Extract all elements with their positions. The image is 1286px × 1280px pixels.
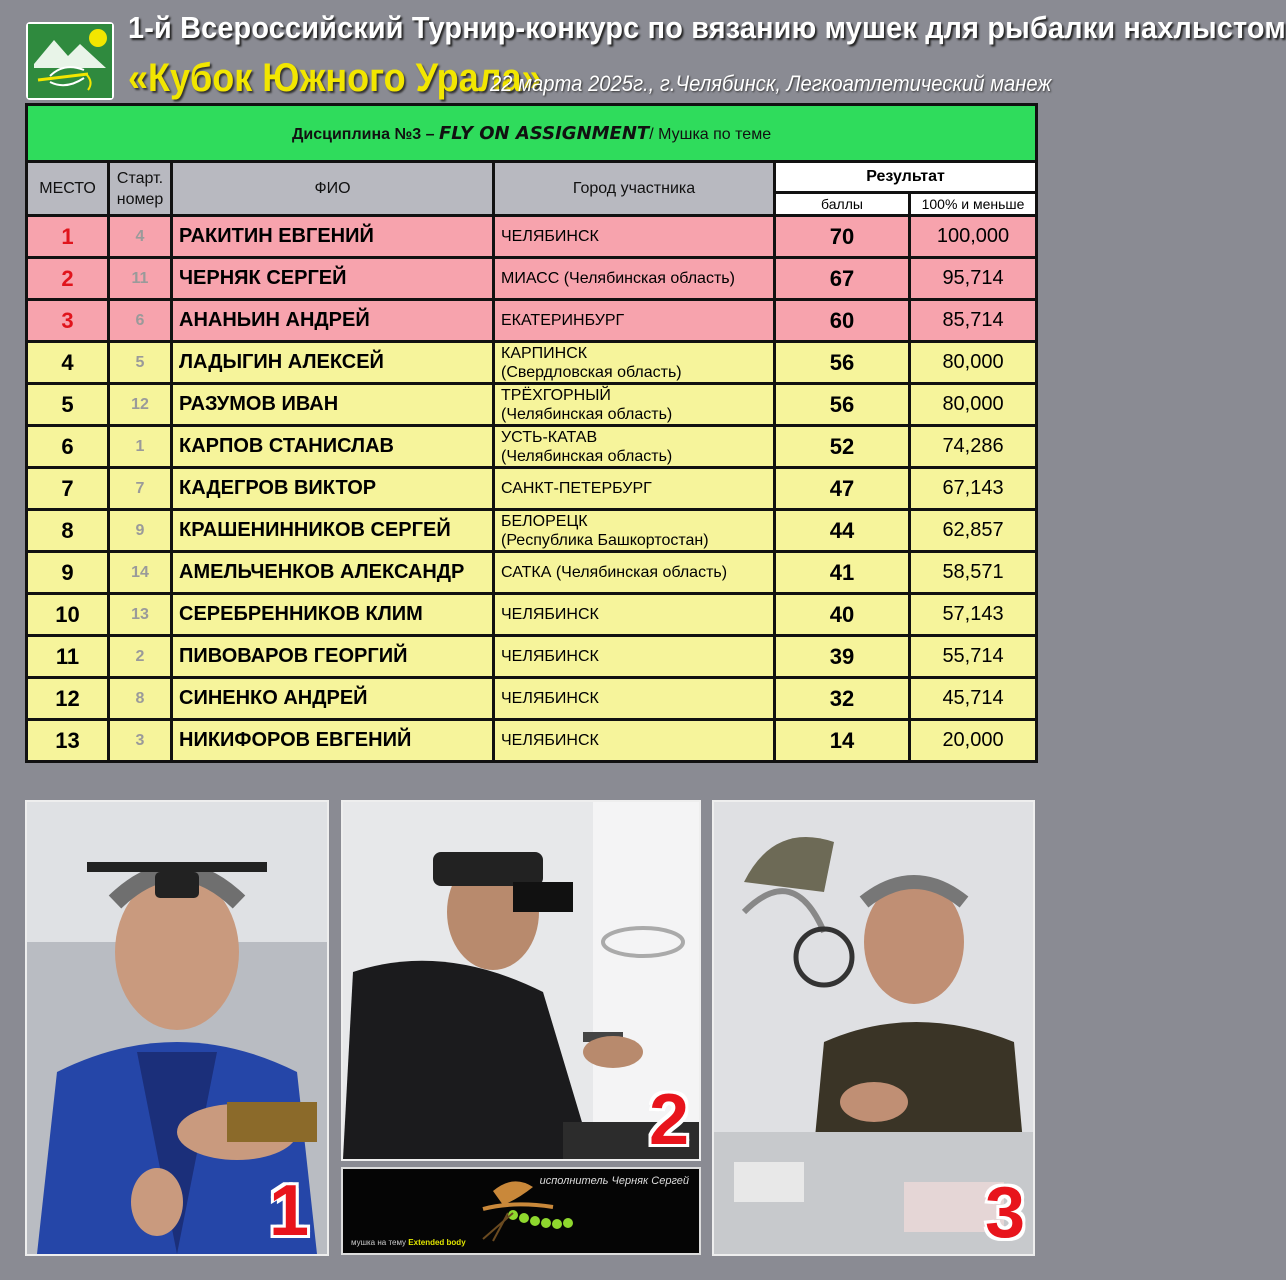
city-cell bbox=[494, 468, 775, 510]
photo-1-badge: 1 bbox=[268, 1171, 309, 1251]
photo-2-badge: 2 bbox=[648, 1080, 689, 1160]
city-cell bbox=[494, 426, 775, 468]
city-line: ЧЕЛЯБИНСК bbox=[501, 606, 599, 623]
city-line: ЧЕЛЯБИНСК bbox=[501, 648, 599, 665]
start-number-cell: 5 bbox=[109, 342, 172, 384]
table-row bbox=[27, 426, 1037, 468]
col-header-city: Город участника bbox=[494, 162, 775, 216]
table-row bbox=[27, 510, 1037, 552]
score-cell: 67 bbox=[775, 258, 910, 300]
city-cell bbox=[494, 384, 775, 426]
percent-cell: 80,000 bbox=[910, 342, 1037, 384]
discipline-name: FLY ON ASSIGNMENT bbox=[438, 122, 650, 144]
place-cell: 10 bbox=[27, 594, 109, 636]
start-number-cell: 11 bbox=[109, 258, 172, 300]
participant-name-cell: КРАШЕНИННИКОВ СЕРГЕЙ bbox=[172, 510, 494, 552]
logo-fly-icon bbox=[28, 24, 112, 98]
table-row bbox=[27, 342, 1037, 384]
city-region-line: (Республика Башкортостан) bbox=[501, 531, 709, 549]
score-cell: 56 bbox=[775, 342, 910, 384]
place-cell: 11 bbox=[27, 636, 109, 678]
city-line: ЧЕЛЯБИНСК bbox=[501, 228, 599, 245]
city-line: МИАСС (Челябинская область) bbox=[501, 270, 735, 287]
city-line: ЧЕЛЯБИНСК bbox=[501, 690, 599, 707]
percent-cell: 85,714 bbox=[910, 300, 1037, 342]
percent-cell: 74,286 bbox=[910, 426, 1037, 468]
discipline-separator: / bbox=[649, 125, 654, 143]
table-row bbox=[27, 594, 1037, 636]
city-line: ТРЁХГОРНЫЙ bbox=[501, 386, 611, 404]
col-header-name: ФИО bbox=[172, 162, 494, 216]
percent-cell: 67,143 bbox=[910, 468, 1037, 510]
city-cell bbox=[494, 636, 775, 678]
participant-name-cell: ПИВОВАРОВ ГЕОРГИЙ bbox=[172, 636, 494, 678]
percent-cell: 62,857 bbox=[910, 510, 1037, 552]
photo-winner-2 bbox=[341, 800, 701, 1161]
participant-name-cell: НИКИФОРОВ ЕВГЕНИЙ bbox=[172, 720, 494, 762]
col-header-place: МЕСТО bbox=[27, 162, 109, 216]
table-row bbox=[27, 720, 1037, 762]
place-cell: 6 bbox=[27, 426, 109, 468]
table-row bbox=[27, 552, 1037, 594]
participant-name-cell: ЧЕРНЯК СЕРГЕЙ bbox=[172, 258, 494, 300]
start-number-cell: 14 bbox=[109, 552, 172, 594]
city-cell bbox=[494, 594, 775, 636]
start-number-cell: 12 bbox=[109, 384, 172, 426]
score-cell: 14 bbox=[775, 720, 910, 762]
col-header-start bbox=[109, 162, 172, 216]
score-cell: 60 bbox=[775, 300, 910, 342]
city-region-line: (Свердловская область) bbox=[501, 363, 682, 381]
score-cell: 52 bbox=[775, 426, 910, 468]
city-cell bbox=[494, 300, 775, 342]
percent-cell: 20,000 bbox=[910, 720, 1037, 762]
participant-name-cell: КАДЕГРОВ ВИКТОР bbox=[172, 468, 494, 510]
participant-name-cell: СЕРЕБРЕННИКОВ КЛИМ bbox=[172, 594, 494, 636]
fly-theme-caption bbox=[351, 1238, 466, 1247]
score-cell: 44 bbox=[775, 510, 910, 552]
city-line: ЧЕЛЯБИНСК bbox=[501, 732, 599, 749]
place-cell: 3 bbox=[27, 300, 109, 342]
score-cell: 41 bbox=[775, 552, 910, 594]
photo-winner-3 bbox=[712, 800, 1035, 1256]
table-row bbox=[27, 258, 1037, 300]
city-line: ЕКАТЕРИНБУРГ bbox=[501, 312, 625, 329]
start-number-cell: 8 bbox=[109, 678, 172, 720]
place-cell: 8 bbox=[27, 510, 109, 552]
participant-name-cell: АМЕЛЬЧЕНКОВ АЛЕКСАНДР bbox=[172, 552, 494, 594]
city-cell bbox=[494, 552, 775, 594]
start-number-cell: 9 bbox=[109, 510, 172, 552]
percent-cell: 100,000 bbox=[910, 216, 1037, 258]
fly-showcase bbox=[341, 1167, 701, 1255]
cup-title: «Кубок Южного Урала» bbox=[128, 56, 542, 100]
city-cell bbox=[494, 678, 775, 720]
start-number-cell: 6 bbox=[109, 300, 172, 342]
photo-winner-1 bbox=[25, 800, 329, 1256]
city-line: САНКТ-ПЕТЕРБУРГ bbox=[501, 480, 652, 497]
score-cell: 32 bbox=[775, 678, 910, 720]
score-cell: 70 bbox=[775, 216, 910, 258]
place-cell: 12 bbox=[27, 678, 109, 720]
start-number-cell: 1 bbox=[109, 426, 172, 468]
fly-theme-prefix: мушка на тему bbox=[351, 1238, 407, 1247]
discipline-header bbox=[27, 105, 1037, 162]
city-cell bbox=[494, 510, 775, 552]
participant-name-cell: АНАНЬИН АНДРЕЙ bbox=[172, 300, 494, 342]
score-cell: 56 bbox=[775, 384, 910, 426]
score-cell: 40 bbox=[775, 594, 910, 636]
col-header-points: баллы bbox=[775, 193, 910, 216]
score-cell: 47 bbox=[775, 468, 910, 510]
city-cell bbox=[494, 258, 775, 300]
city-line: КАРПИНСК bbox=[501, 344, 588, 362]
city-region-line: (Челябинская область) bbox=[501, 405, 673, 423]
percent-cell: 55,714 bbox=[910, 636, 1037, 678]
percent-cell: 80,000 bbox=[910, 384, 1037, 426]
results-table bbox=[25, 103, 1035, 763]
start-number-cell: 3 bbox=[109, 720, 172, 762]
col-header-start-line1: Старт. bbox=[116, 169, 164, 187]
table-row bbox=[27, 384, 1037, 426]
photo-2-illustration bbox=[343, 802, 699, 1159]
percent-cell: 57,143 bbox=[910, 594, 1037, 636]
start-number-cell: 2 bbox=[109, 636, 172, 678]
place-cell: 13 bbox=[27, 720, 109, 762]
place-cell: 9 bbox=[27, 552, 109, 594]
score-cell: 39 bbox=[775, 636, 910, 678]
place-cell: 2 bbox=[27, 258, 109, 300]
participant-name-cell: РАКИТИН ЕВГЕНИЙ bbox=[172, 216, 494, 258]
city-cell bbox=[494, 720, 775, 762]
page-title: 1-й Всероссийский Турнир-конкурс по вязанию мушек для рыбалки нахлыстом bbox=[128, 10, 1286, 45]
city-line: БЕЛОРЕЦК bbox=[501, 512, 588, 530]
fly-author: исполнитель Черняк Сергей bbox=[539, 1175, 689, 1187]
participant-name-cell: КАРПОВ СТАНИСЛАВ bbox=[172, 426, 494, 468]
table-row bbox=[27, 216, 1037, 258]
col-header-start-line2: номер bbox=[116, 190, 164, 208]
table-row bbox=[27, 300, 1037, 342]
table-row bbox=[27, 636, 1037, 678]
date-place: 22 марта 2025г., г.Челябинск, Легкоатлетический манеж bbox=[490, 71, 1052, 96]
start-number-cell: 7 bbox=[109, 468, 172, 510]
city-region-line: (Челябинская область) bbox=[501, 447, 673, 465]
participant-name-cell: ЛАДЫГИН АЛЕКСЕЙ bbox=[172, 342, 494, 384]
city-line: САТКА (Челябинская область) bbox=[501, 564, 728, 581]
photo-3-badge: 3 bbox=[984, 1173, 1025, 1253]
start-number-cell: 13 bbox=[109, 594, 172, 636]
col-header-percent: 100% и меньше bbox=[910, 193, 1037, 216]
city-line: УСТЬ-КАТАВ bbox=[501, 428, 598, 446]
place-cell: 5 bbox=[27, 384, 109, 426]
percent-cell: 95,714 bbox=[910, 258, 1037, 300]
col-header-result: Результат bbox=[775, 162, 1037, 193]
city-cell bbox=[494, 216, 775, 258]
table-row bbox=[27, 678, 1037, 720]
result-rows bbox=[27, 216, 1037, 762]
percent-cell: 45,714 bbox=[910, 678, 1037, 720]
participant-name-cell: РАЗУМОВ ИВАН bbox=[172, 384, 494, 426]
discipline-theme: Мушка по теме bbox=[658, 125, 772, 143]
discipline-label: Дисциплина №3 – bbox=[291, 125, 435, 143]
city-cell bbox=[494, 342, 775, 384]
tournament-logo bbox=[26, 22, 114, 100]
table-row bbox=[27, 468, 1037, 510]
start-number-cell: 4 bbox=[109, 216, 172, 258]
fly-theme-name: Extended body bbox=[408, 1238, 466, 1247]
place-cell: 7 bbox=[27, 468, 109, 510]
participant-name-cell: СИНЕНКО АНДРЕЙ bbox=[172, 678, 494, 720]
percent-cell: 58,571 bbox=[910, 552, 1037, 594]
place-cell: 1 bbox=[27, 216, 109, 258]
place-cell: 4 bbox=[27, 342, 109, 384]
